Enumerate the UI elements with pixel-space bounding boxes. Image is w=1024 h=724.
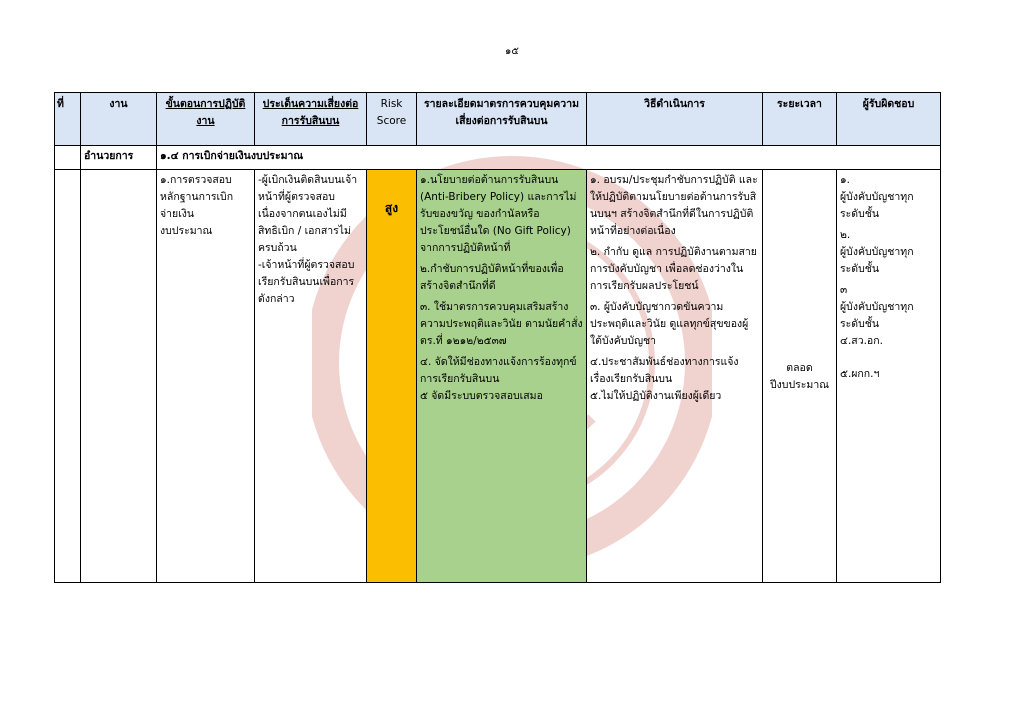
method-cell [587,170,763,583]
header-duration: ระยะเวลา [763,93,837,146]
spacer [840,354,937,366]
section-title: ๑.๔ การเบิกจ่ายเงินงบประมาณ [157,146,941,170]
risk-level-badge: สูง [384,201,399,215]
measure-item: ๑.นโยบายต่อต้านการรับสินบน (Anti-Bribery Policy) และการไม่รับของขวัญ ของกำนัลหรือประโยชน์อื่นใด (No Gift Policy) จากการปฏิบัติหน้าที่ [420,174,577,254]
measure-item: ๕ จัดมีระบบตรวจสอบเสมอ [420,390,543,402]
method-item: ๕.ไม่ให้ปฏิบัติงานเพียงผู้เดียว [590,390,722,402]
method-item: ๒. กำกับ ดูแล การปฏิบัติงานตามสายการบังคับบัญชา เพื่อลดช่องว่างในการเรียกรับผลประโยชน์ [590,246,757,292]
responsible-text: ผู้บังคับบัญชาทุก [840,246,914,258]
header-responsible: ผู้รับผิดชอบ [837,93,941,146]
responsible-text: ระดับชั้น [840,318,880,330]
steps-cell [157,170,255,583]
method-item: ๑. อบรม/ประชุมกำชับการปฏิบัติ และให้ปฏิบัติตามนโยบายต่อต้านการรับสินบนฯ สร้างจิตสำนึกที่ดีในการปฏิบัติหน้าที่อย่างต่อเนื่อง [590,174,758,237]
responsible-number: ๑. [840,174,851,186]
duration-cell [763,170,837,583]
responsible-text: ระดับชั้น [840,208,880,220]
row-no-cell [55,170,81,583]
header-no: ที่ [55,93,81,146]
responsible-text: ระดับชั้น [840,263,880,275]
section-work: อำนวยการ [81,146,157,170]
header-risk-score: Risk Score [367,93,417,146]
header-method: วิธีดำเนินการ [587,93,763,146]
method-item: ๓. ผู้บังคับบัญชากวดขันความประพฤติและวินัย ดูแลทุกข์สุขของผู้ใต้บังคับบัญชา [590,301,749,347]
header-work: งาน [81,93,157,146]
step-line: งบประมาณ [160,225,213,237]
step-line: ๑.การตรวจสอบหลักฐานการเบิกจ่ายเงิน [160,174,234,220]
measures-cell [417,170,587,583]
responsible-number: ๒. [840,229,851,241]
table-row [55,170,941,583]
responsible-number: ๓ [840,284,848,296]
risk-issue-line: -เจ้าหน้าที่ผู้ตรวจสอบ เรียกรับสินบนเพื่อการดังกล่าว [258,259,355,305]
section-row [55,146,941,170]
row-work-cell [81,170,157,583]
header-row [55,93,941,146]
duration-text: ตลอดปีงบประมาณ [770,362,829,391]
responsible-text: ๕.ผกก.ฯ [840,368,880,380]
section-no-cell [55,146,81,170]
risk-score-cell [367,170,417,583]
measure-item: ๒.กำชับการปฏิบัติหน้าที่ของเพื่อสร้างจิตสำนึกที่ดี [420,263,564,292]
header-risk-issue [255,93,367,146]
header-risk-issue-label: ประเด็นความเสี่ยงต่อการรับสินบน [262,98,359,127]
responsible-text: ผู้บังคับบัญชาทุก [840,191,914,203]
method-item: ๔.ประชาสัมพันธ์ช่องทางการแจ้งเรื่องเรียกรับสินบน [590,356,739,385]
measure-item: ๓. ใช้มาตรการควบคุมเสริมสร้างความประพฤติและวินัย ตามนัยคำสั่ง ตร.ที่ ๑๒๑๒/๒๕๓๗ [420,301,583,347]
page-number: ๑๕ [505,46,519,57]
header-steps [157,93,255,146]
responsible-text: ๔.สว.อก. [840,335,883,347]
risk-issue-line: -ผู้เบิกเงินติดสินบนเจ้าหน้าที่ผู้ตรวจสอบ เนื่องจากตนเองไม่มีสิทธิเบิก / เอกสารไม่ครบถ้วน [258,174,358,254]
header-steps-label: ขั้นตอนการปฏิบัติงาน [165,98,246,127]
risk-issue-cell [255,170,367,583]
risk-table [54,92,941,583]
measure-item: ๔. จัดให้มีช่องทางแจ้งการร้องทุกข์การเรียกรับสินบน [420,356,577,385]
header-measures: รายละเอียดมาตรการควบคุมความเสี่ยงต่อการรับสินบน [417,93,587,146]
responsible-text: ผู้บังคับบัญชาทุก [840,301,914,313]
responsible-cell [837,170,941,583]
